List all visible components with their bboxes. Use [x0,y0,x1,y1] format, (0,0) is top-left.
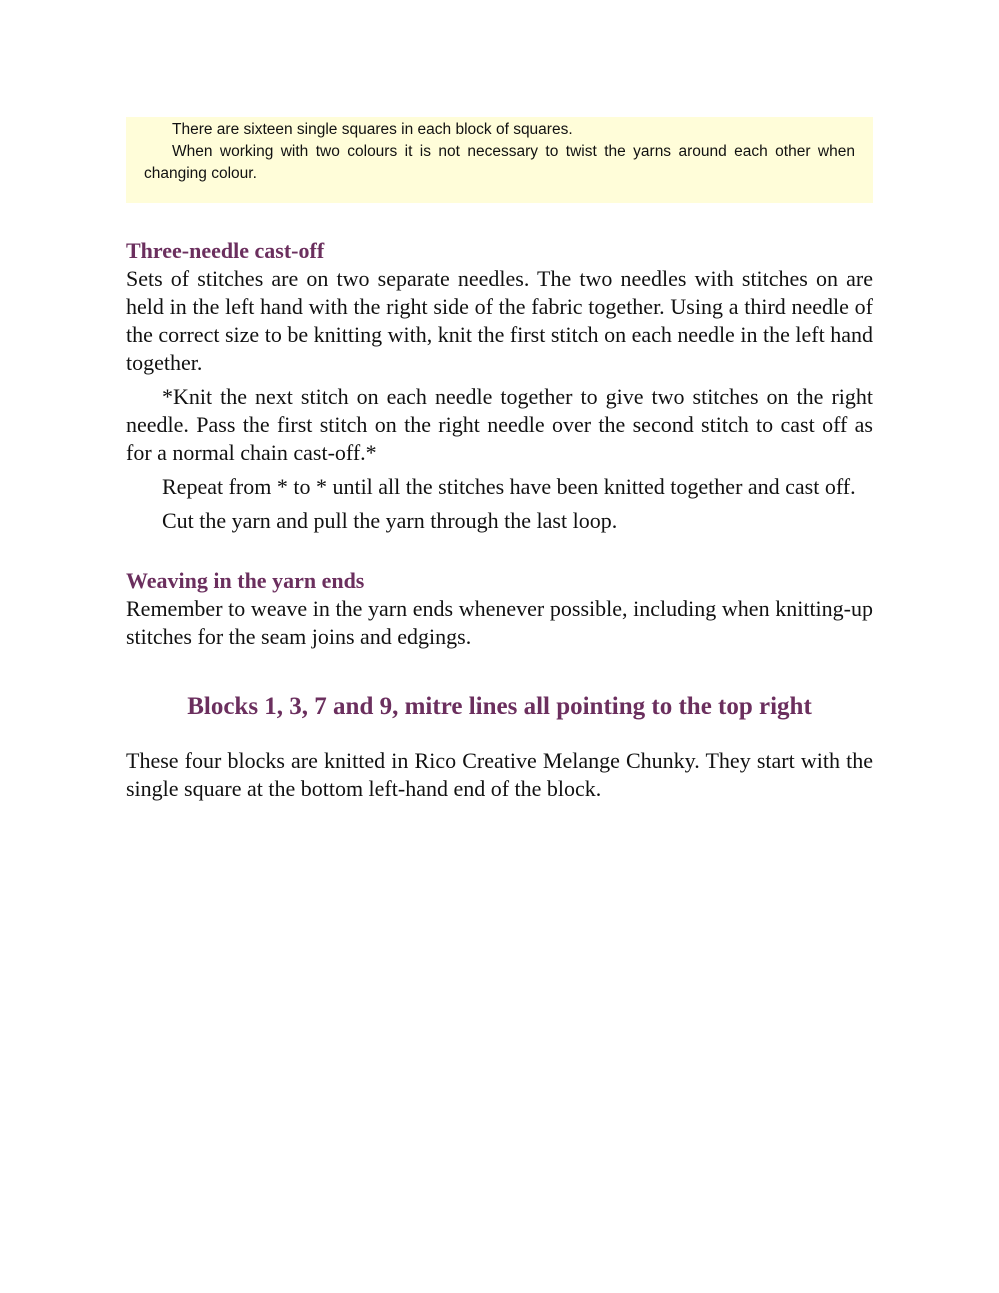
three-needle-paragraph-4: Cut the yarn and pull the yarn through the last loop. [162,508,618,533]
weaving-heading: Weaving in the yarn ends [126,568,365,593]
three-needle-paragraph-2: *Knit the next stitch on each needle together to give two stitches on the right needle. Pass the first stitch on the right needle over the second stitch to cast off as for a normal chain cast-off.* [126,384,873,465]
note-box [126,117,873,203]
three-needle-paragraph-3: Repeat from * to * until all the stitches have been knitted together and cast off. [162,474,856,499]
note-line-2: When working with two colours it is not necessary to twist the yarns around each other when changing colour. [144,143,855,182]
blocks-paragraph-1: These four blocks are knitted in Rico Creative Melange Chunky. They start with the single square at the bottom left-hand end of the block. [126,748,873,801]
three-needle-paragraph-1: Sets of stitches are on two separate needles. The two needles with stitches on are held in the left hand with the right side of the fabric together. Using a third needle of the correct size to be knitting with, knit the first stitch on each needle in the left hand together. [126,266,873,375]
weaving-paragraph-1: Remember to weave in the yarn ends whenever possible, including when knitting-up stitches for the seam joins and edgings. [126,596,873,649]
note-line-1: There are sixteen single squares in each block of squares. [172,121,573,138]
page-content [126,117,873,803]
blocks-section-title: Blocks 1, 3, 7 and 9, mitre lines all pointing to the top right [187,693,812,720]
three-needle-heading: Three-needle cast-off [126,238,325,263]
